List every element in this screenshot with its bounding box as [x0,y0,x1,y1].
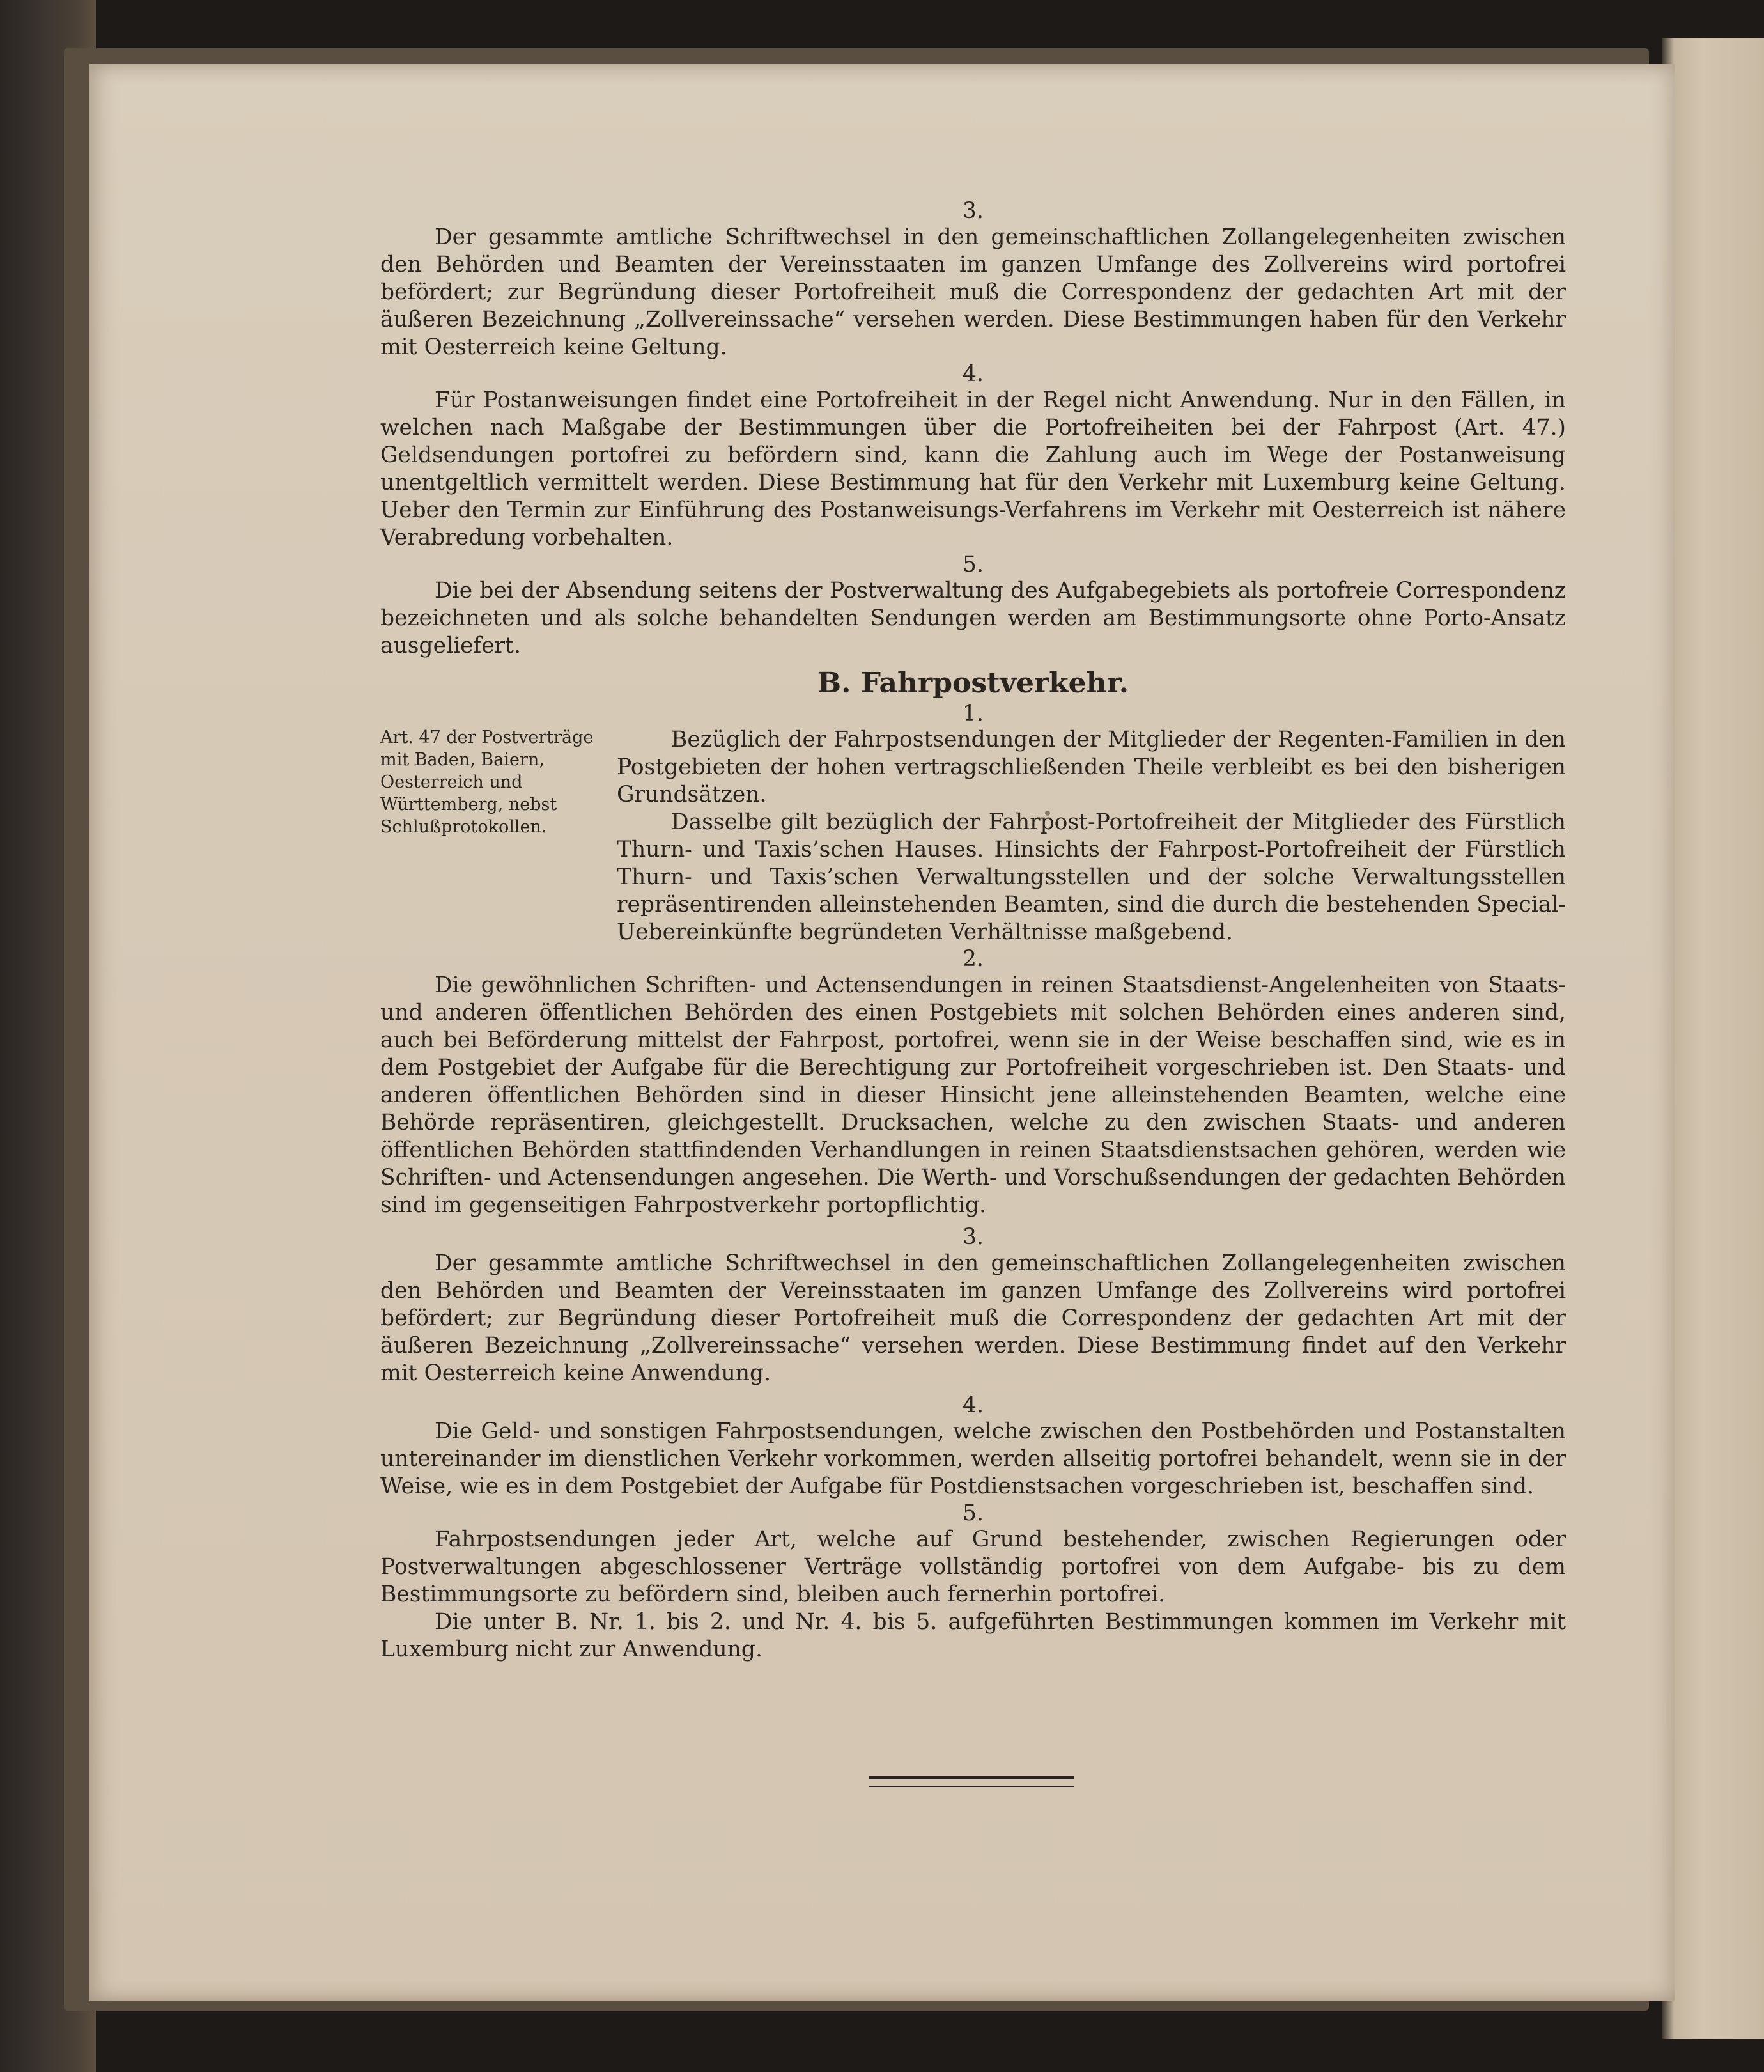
paragraph: Die unter B. Nr. 1. bis 2. und Nr. 4. bis 5. aufgeführten Bestimmungen kommen im Verkehr mit Luxemburg nicht zur Anwendung. [380,1609,1566,1662]
facing-page-edge [1662,38,1764,2039]
margin-note: Art. 47 der Postverträge mit Baden, Baiern, Oesterreich und Württemberg, nebst Schlußprotokollen. [380,728,594,837]
section-number: 1. [963,701,984,726]
paragraph: Die Geld- und sonstigen Fahrpostsendungen, welche zwischen den Postbehörden und Postanstalten untereinander im dienstlichen Verkehr vorkommen, werden allseitig portofrei behandelt, wenn sie in der Weise, wie es in dem Postgebiet der Aufgabe für Postdienstsachen vorgeschrieben ist, beschaffen sind. [380,1419,1566,1499]
paragraph: Fahrpostsendungen jeder Art, welche auf Grund bestehender, zwischen Regierungen oder Postverwaltungen abgeschlossener Verträge vollständig portofrei von dem Aufgabe- bis zu dem Bestimmungsorte zu befördern sind, bleiben auch fernerhin portofrei. [380,1527,1566,1607]
section-number: 2. [963,946,984,972]
page-text [380,198,1566,1663]
section-number: 4. [963,1392,984,1418]
part-heading: B. Fahrpostverkehr. [817,667,1129,699]
section-number: 3. [963,1224,984,1250]
section-number: 3. [963,198,984,224]
paragraph: Bezüglich der Fahrpostsendungen der Mitglieder der Regenten-Familien in den Postgebieten der hohen vertragschließenden Theile verbleibt es bei den bisherigen Grundsätzen. [617,727,1566,807]
annotated-block [380,726,1566,946]
paragraph: Die bei der Absendung seitens der Postverwaltung des Aufgabegebiets als portofreie Correspondenz bezeichneten und als solche behandelten Sendungen werden am Bestimmungsorte ohne Porto-Ansatz ausgeliefert. [380,578,1566,658]
paragraph: Die gewöhnlichen Schriften- und Actensendungen in reinen Staatsdienst-Angelenheiten von Staats- und anderen öffentlichen Behörden des einen Postgebiets mit solchen Behörden eines anderen sind, auch bei Beförderung mittelst der Fahrpost, portofrei, wenn sie in der Weise beschaffen sind, wie es in dem Postgebiet der Aufgabe für die Berechtigung zur Portofreiheit vorgeschrieben ist. Den Staats- und anderen öffentlichen Behörden sind in dieser Hinsicht jene alleinstehenden Beamten, welche eine Behörde repräsentiren, gleichgestellt. Drucksachen, welche zu den zwischen Staats- und anderen öffentlichen Behörden stattfindenden Verhandlungen in reinen Staatsdienstsachen gehören, werden wie Schriften- und Actensendungen angesehen. Die Werth- und Vorschußsendungen der gedachten Behörden sind im gegenseitigen Fahrpostverkehr portopflichtig. [380,972,1566,1218]
section-number: 5. [963,552,984,577]
closing-rule [869,1776,1074,1787]
section-number: 4. [963,361,984,387]
paragraph: Der gesammte amtliche Schriftwechsel in den gemeinschaftlichen Zollangelegenheiten zwischen den Behörden und Beamten der Vereinsstaaten im ganzen Umfange des Zollvereins wird portofrei befördert; zur Begründung dieser Portofreiheit muß die Correspondenz der gedachten Art mit der äußeren Bezeichnung „Zollvereinssache“ versehen werden. Diese Bestimmungen haben für den Verkehr mit Oesterreich keine Geltung. [380,224,1566,360]
section-number: 5. [963,1500,984,1526]
paragraph: Dasselbe gilt bezüglich der Fahrpost-Portofreiheit der Mitglieder des Fürstlich Thurn- und Taxis’schen Hauses. Hinsichts der Fahrpost-Portofreiheit der Fürstlich Thurn- und Taxis’schen Verwaltungsstellen und der solche Verwaltungsstellen repräsentirenden alleinstehenden Beamten, sind die durch die bestehenden Special-Uebereinkünfte begründeten Verhältnisse maßgebend. [617,809,1566,945]
paragraph: Der gesammte amtliche Schriftwechsel in den gemeinschaftlichen Zollangelegenheiten zwischen den Behörden und Beamten der Vereinsstaaten im ganzen Umfange des Zollvereins wird portofrei befördert; zur Begründung dieser Portofreiheit muß die Correspondenz der gedachten Art mit der äußeren Bezeichnung „Zollvereinssache“ versehen werden. Diese Bestimmung findet auf den Verkehr mit Oesterreich keine Anwendung. [380,1250,1566,1386]
paragraph: Für Postanweisungen findet eine Portofreiheit in der Regel nicht Anwendung. Nur in den Fällen, in welchen nach Maßgabe der Bestimmungen über die Portofreiheiten bei der Fahrpost (Art. 47.) Geldsendungen portofrei zu befördern sind, kann die Zahlung auch im Wege der Postanweisung unentgeltlich vermittelt werden. Diese Bestimmung hat für den Verkehr mit Luxemburg keine Geltung. Ueber den Termin zur Einführung des Postanweisungs-Verfahrens im Verkehr mit Oesterreich ist nähere Verabredung vorbehalten. [380,387,1566,550]
